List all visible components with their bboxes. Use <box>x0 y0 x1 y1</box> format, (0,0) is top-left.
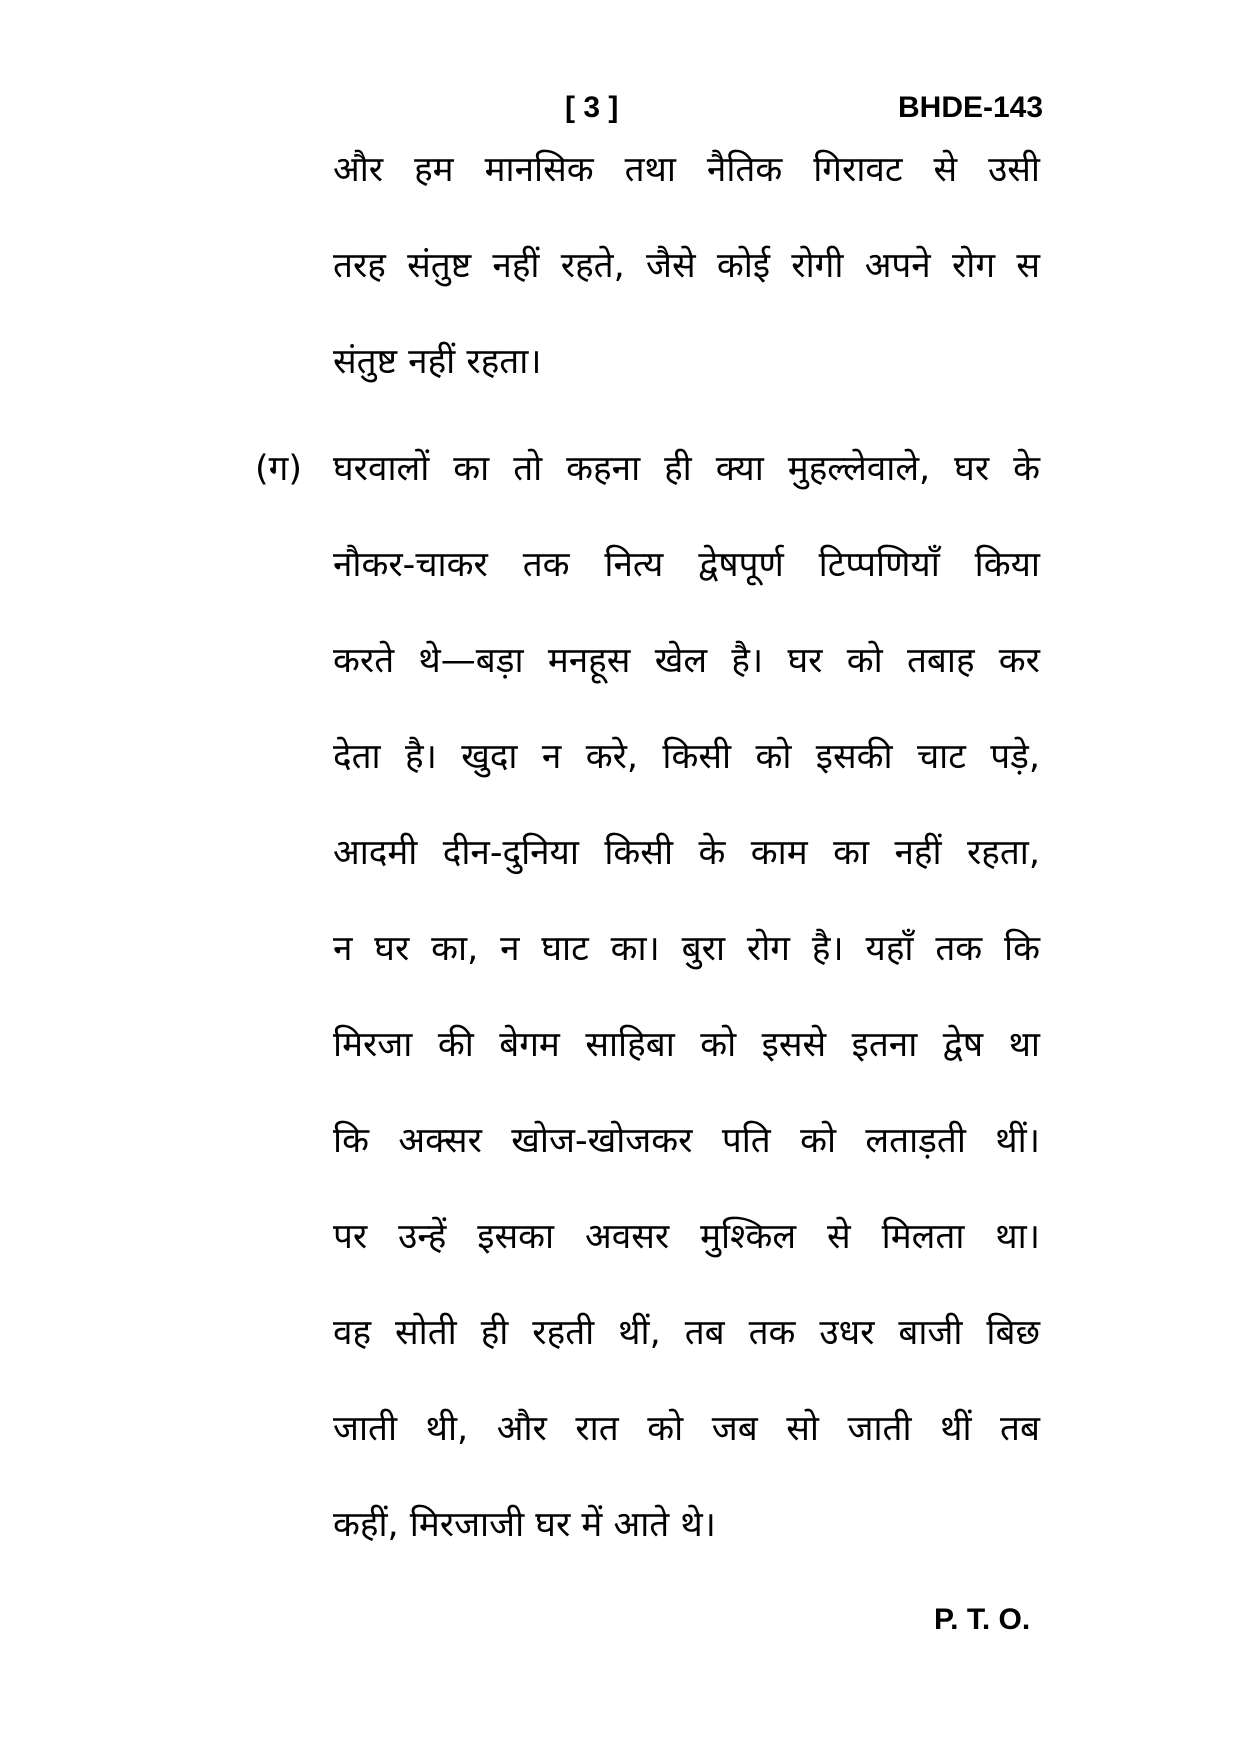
passage-line: न घर का, न घाट का। बुरा रोग है। यहाँ तक कि <box>333 929 1040 969</box>
section-marker: (ग) <box>255 449 303 489</box>
passage-line: नौकर-चाकर तक नित्य द्वेषपूर्ण टिप्पणियाँ किया <box>333 545 1040 585</box>
page-number: [ 3 ] <box>565 91 619 124</box>
pto-note: P. T. O. <box>934 1603 1031 1636</box>
passage-line: संतुष्ट नहीं रहता। <box>333 342 542 382</box>
passage-line: तरह संतुष्ट नहीं रहते, जैसे कोई रोगी अपने रोग स <box>333 246 1040 286</box>
passage-line: जाती थी, और रात को जब सो जाती थीं तब <box>333 1409 1040 1449</box>
passage-line: घरवालों का तो कहना ही क्या मुहल्लेवाले, घर के <box>333 449 1040 489</box>
passage-line: कि अक्सर खोज-खोजकर पति को लताड़ती थीं। <box>333 1121 1040 1161</box>
paper-code: BHDE-143 <box>898 91 1044 124</box>
passage-line: और हम मानसिक तथा नैतिक गिरावट से उसी <box>333 150 1040 190</box>
passage-line: कहीं, मिरजाजी घर में आते थे। <box>333 1505 716 1545</box>
passage-line: आदमी दीन-दुनिया किसी के काम का नहीं रहता, <box>333 833 1040 873</box>
passage-line: वह सोती ही रहती थीं, तब तक उधर बाजी बिछ <box>333 1313 1040 1353</box>
passage-line: पर उन्हें इसका अवसर मुश्किल से मिलता था। <box>333 1217 1040 1257</box>
passage-line: करते थे—बड़ा मनहूस खेल है। घर को तबाह कर <box>333 641 1040 681</box>
passage-line: देता है। खुदा न करे, किसी को इसकी चाट पड़े, <box>333 737 1040 777</box>
passage-line: मिरजा की बेगम साहिबा को इससे इतना द्वेष था <box>333 1025 1040 1065</box>
